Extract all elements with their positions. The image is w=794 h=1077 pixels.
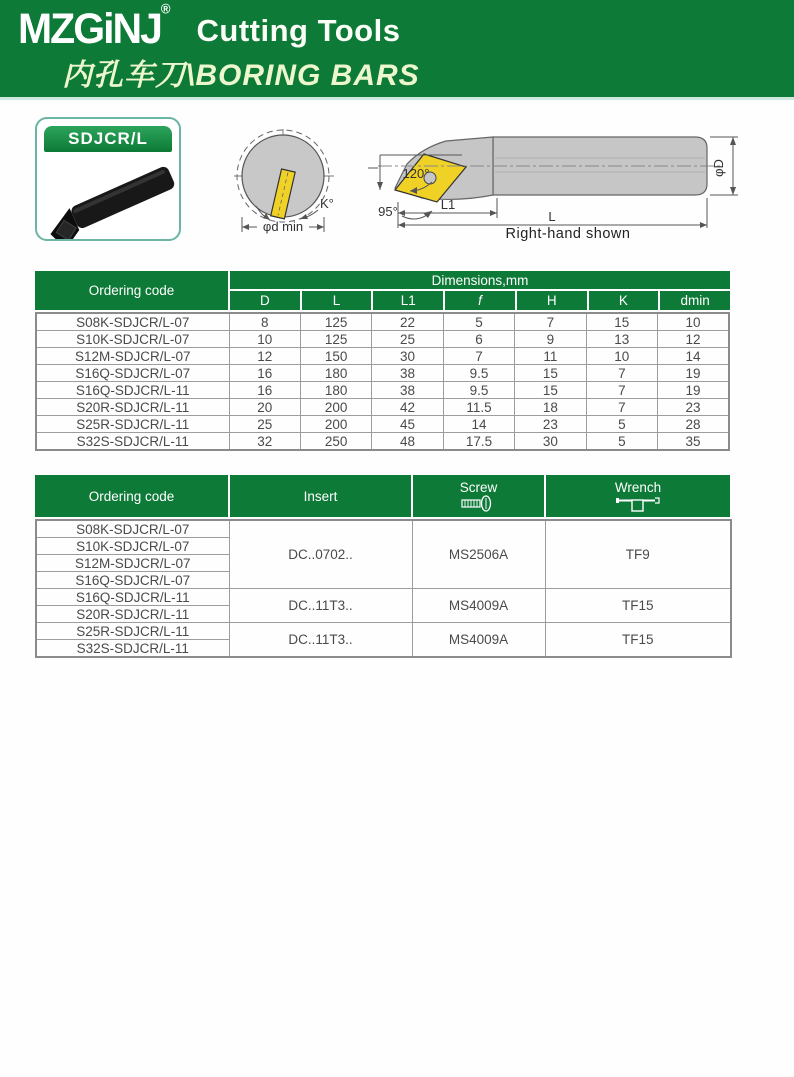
ordering-code-cell: S20R-SDJCR/L-11: [36, 399, 229, 416]
l-dim-label: L: [548, 209, 556, 224]
col-group-header-dimensions: Dimensions,mm: [228, 271, 730, 291]
insert-cell: DC..11T3..: [229, 589, 412, 623]
wrench-cell: TF9: [545, 520, 731, 589]
angle-95-label: 95°: [378, 204, 398, 219]
brand-banner: [0, 0, 794, 100]
dmin-label: φd min: [262, 219, 304, 234]
col-header-dmin: dmin: [658, 291, 730, 310]
table-row: S16Q-SDJCR/L-11 16 180 38 9.5 15 7 19: [36, 382, 729, 399]
ordering-code-cell: S25R-SDJCR/L-11: [36, 623, 229, 640]
page-title-cn: 内孔车刀: [62, 59, 186, 92]
screw-cell: MS4009A: [412, 623, 545, 658]
ordering-code-cell: S16Q-SDJCR/L-07: [36, 365, 229, 382]
wrench-icon: [615, 495, 661, 512]
insert-cell: DC..0702..: [229, 520, 412, 589]
ordering-code-cell: S16Q-SDJCR/L-11: [36, 382, 229, 399]
table-row: [36, 623, 731, 640]
side-view-diagram: [350, 128, 786, 228]
registered-mark: ®: [160, 1, 171, 17]
accessories-table-body: [35, 519, 732, 658]
l1-dim-label: L1: [440, 197, 456, 212]
ordering-code-cell: S10K-SDJCR/L-07: [36, 538, 229, 555]
insert-cell: DC..11T3..: [229, 623, 412, 658]
accessories-table-header: [35, 475, 730, 517]
ordering-code-cell: S08K-SDJCR/L-07: [36, 520, 229, 538]
ordering-code-cell: S08K-SDJCR/L-07: [36, 313, 229, 331]
table-row: [36, 520, 731, 538]
product-photo: [41, 155, 175, 239]
tagline: Cutting Tools: [196, 13, 401, 48]
page-title-separator: \: [186, 59, 196, 92]
col-header-ordering-code: Ordering code: [35, 271, 228, 310]
col-header-screw: Screw: [411, 475, 544, 517]
brand-logo: MZGiNJ®: [18, 1, 171, 53]
ordering-code-cell: S10K-SDJCR/L-07: [36, 331, 229, 348]
ordering-code-cell: S32S-SDJCR/L-11: [36, 433, 229, 451]
table-row: S12M-SDJCR/L-07 12 150 30 7 11 10 14: [36, 348, 729, 365]
col-header-H: H: [515, 291, 587, 310]
dimensions-table: [35, 271, 730, 451]
d-dim-label: φD: [711, 159, 726, 177]
table-row: S10K-SDJCR/L-07 10 125 25 6 9 13 12: [36, 331, 729, 348]
table-row: [36, 589, 731, 606]
table-row: S32S-SDJCR/L-11 32 250 48 17.5 30 5 35: [36, 433, 729, 451]
dimensions-table-body: [35, 312, 730, 451]
page-title: [62, 50, 420, 94]
wrench-cell: TF15: [545, 589, 731, 623]
col-header-wrench: Wrench: [544, 475, 730, 517]
table-row: S25R-SDJCR/L-11 25 200 45 14 23 5 28: [36, 416, 729, 433]
accessories-table: [35, 475, 730, 658]
ordering-code-cell: S16Q-SDJCR/L-07: [36, 572, 229, 589]
col-header-K: K: [587, 291, 659, 310]
ordering-code-cell: S12M-SDJCR/L-07: [36, 348, 229, 365]
angle-120-label: 120°: [402, 166, 430, 181]
diagram-caption: Right-hand shown: [505, 226, 631, 242]
brand-line: [18, 1, 400, 51]
k-angle-label: K°: [320, 196, 334, 211]
screw-icon: [460, 495, 496, 512]
ordering-code-cell: S12M-SDJCR/L-07: [36, 555, 229, 572]
model-label: SDJCR/L: [44, 126, 172, 152]
col-header-ordering-code: Ordering code: [35, 475, 228, 517]
col-header-insert: Insert: [228, 475, 411, 517]
ordering-code-cell: S25R-SDJCR/L-11: [36, 416, 229, 433]
table-row: S16Q-SDJCR/L-07 16 180 38 9.5 15 7 19: [36, 365, 729, 382]
page-title-en: BORING BARS: [195, 59, 420, 92]
col-header-f: f: [443, 291, 515, 310]
section-view-diagram: [228, 126, 342, 238]
ordering-code-cell: S16Q-SDJCR/L-11: [36, 589, 229, 606]
table-row: S20R-SDJCR/L-11 20 200 42 11.5 18 7 23: [36, 399, 729, 416]
col-header-L: L: [300, 291, 372, 310]
col-header-L1: L1: [371, 291, 443, 310]
ordering-code-cell: S32S-SDJCR/L-11: [36, 640, 229, 658]
dimensions-table-header: [35, 271, 730, 310]
screw-cell: MS4009A: [412, 589, 545, 623]
product-card: [35, 117, 181, 241]
wrench-cell: TF15: [545, 623, 731, 658]
table-row: S08K-SDJCR/L-07 8 125 22 5 7 15 10: [36, 313, 729, 331]
ordering-code-cell: S20R-SDJCR/L-11: [36, 606, 229, 623]
screw-cell: MS2506A: [412, 520, 545, 589]
col-header-D: D: [228, 291, 300, 310]
